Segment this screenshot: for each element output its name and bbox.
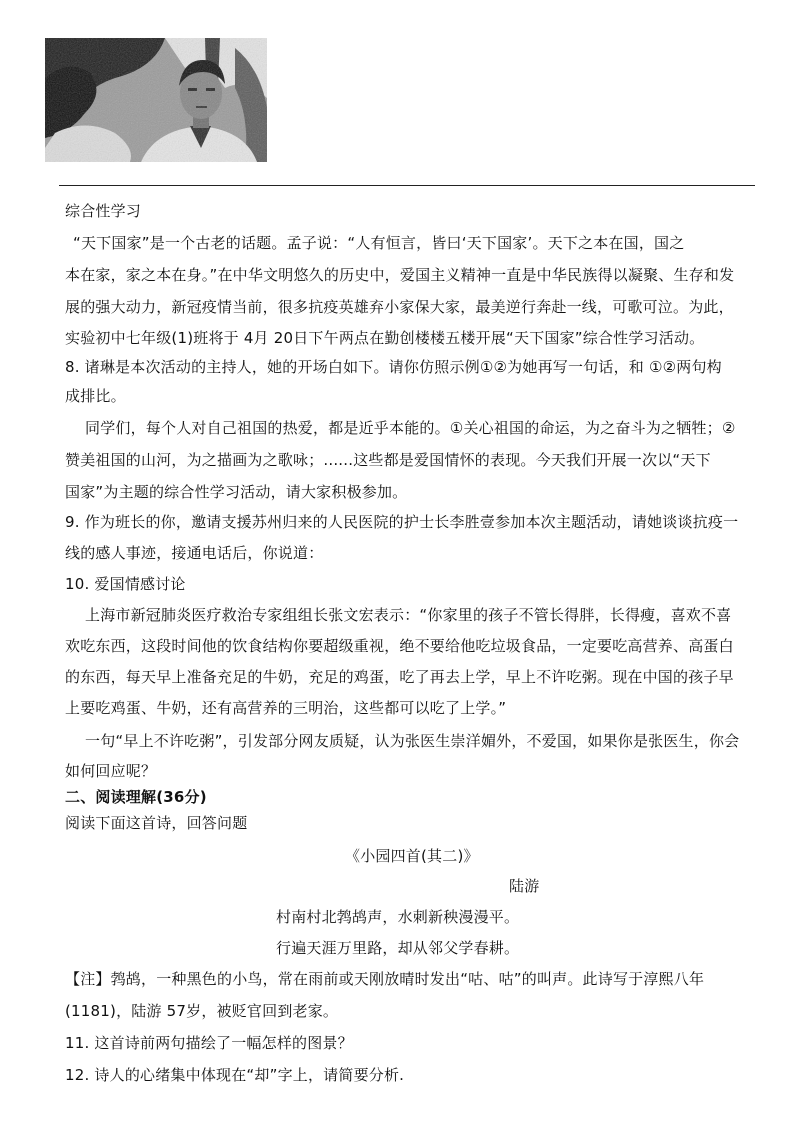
q10-quote-line-1: 上海市新冠肺炎医疗救治专家组组长张文宏表示：“你家里的孩子不管长得胖，长得瘦，喜欢不喜 bbox=[85, 606, 732, 624]
poem-author: 陆游 bbox=[509, 877, 540, 895]
q9-line-2: 线的感人事迹，接通电话后，你说道： bbox=[65, 544, 324, 562]
note-line-2: (1181)，陆游 57岁，被贬官回到老家。 bbox=[65, 1002, 339, 1020]
q12: 12. 诗人的心绪集中体现在“却”字上，请简要分析. bbox=[65, 1066, 405, 1084]
q10-quote-line-3: 的东西，每天早上准备充足的牛奶，充足的鸡蛋，吃了再去上学，早上不许吃粥。现在中国的孩子早 bbox=[65, 668, 734, 686]
q9-line-1: 9. 作为班长的你，邀请支援苏州归来的人民医院的护士长李胜壹参加本次主题活动，请她谈谈抗疫一 bbox=[65, 513, 739, 531]
q8-line-1: 8. 诸琳是本次活动的主持人，她的开场白如下。请你仿照示例①②为她再写一句话，和 ①②两句构 bbox=[65, 358, 722, 376]
q8-line-2: 成排比。 bbox=[65, 387, 126, 405]
poem-title: 《小园四首(其二)》 bbox=[345, 847, 479, 865]
q8-quote-line-1: 同学们，每个人对自己祖国的热爱，都是近乎本能的。①关心祖国的命运，为之奋斗为之牺牲；② bbox=[85, 419, 736, 437]
q10-question-line-2: 如何回应呢？ bbox=[65, 762, 157, 780]
intro-line-1: “天下国家”是一个古老的话题。孟子说：“人有恒言，皆曰‘天下国家’。天下之本在国，国之 bbox=[73, 234, 685, 252]
q8-quote-line-2: 赞美祖国的山河，为之描画为之歌咏；......这些都是爱国情怀的表现。今天我们开展一次以“天下 bbox=[65, 451, 711, 469]
section-title: 综合性学习 bbox=[65, 202, 142, 220]
portrait-photo bbox=[45, 38, 267, 162]
intro-line-4: 实验初中七年级(1)班将于 4月 20日下午两点在勤创楼楼五楼开展“天下国家”综合性学习活动。 bbox=[65, 329, 705, 347]
q10-quote-line-4: 上要吃鸡蛋、牛奶，还有高营养的三明治，这些都可以吃了上学。” bbox=[65, 699, 507, 717]
poem-line-1: 村南村北鹁鸪声，水刺新秧漫漫平。 bbox=[276, 908, 520, 926]
divider-line bbox=[59, 185, 755, 186]
q10-title: 10. 爱国情感讨论 bbox=[65, 575, 186, 593]
intro-line-2: 本在家，家之本在身。”在中华文明悠久的历史中，爱国主义精神一直是中华民族得以凝聚、生存和发 bbox=[65, 266, 735, 284]
part2-instruction: 阅读下面这首诗，回答问题 bbox=[65, 814, 248, 832]
note-line-1: 【注】鹁鸪，一种黑色的小鸟，常在雨前或天刚放晴时发出“咕、咕”的叫声。此诗写于淳熙八年 bbox=[65, 970, 705, 988]
q10-question-line-1: 一句“早上不许吃粥”，引发部分网友质疑，认为张医生崇洋媚外，不爱国，如果你是张医生，你会 bbox=[85, 732, 740, 750]
poem-line-2: 行遍天涯万里路，却从邻父学春耕。 bbox=[276, 939, 520, 957]
q11: 11. 这首诗前两句描绘了一幅怎样的图景？ bbox=[65, 1034, 353, 1052]
part2-title: 二、阅读理解(36分) bbox=[65, 788, 207, 806]
intro-line-3: 展的强大动力，新冠疫情当前，很多抗疫英雄弃小家保大家，最美逆行奔赴一线，可歌可泣。为此， bbox=[65, 298, 734, 316]
q10-quote-line-2: 欢吃东西，这段时间他的饮食结构你要超级重视，绝不要给他吃垃圾食品，一定要吃高营养、高蛋白 bbox=[65, 637, 734, 655]
q8-quote-line-3: 国家”为主题的综合性学习活动，请大家积极参加。 bbox=[65, 483, 408, 501]
